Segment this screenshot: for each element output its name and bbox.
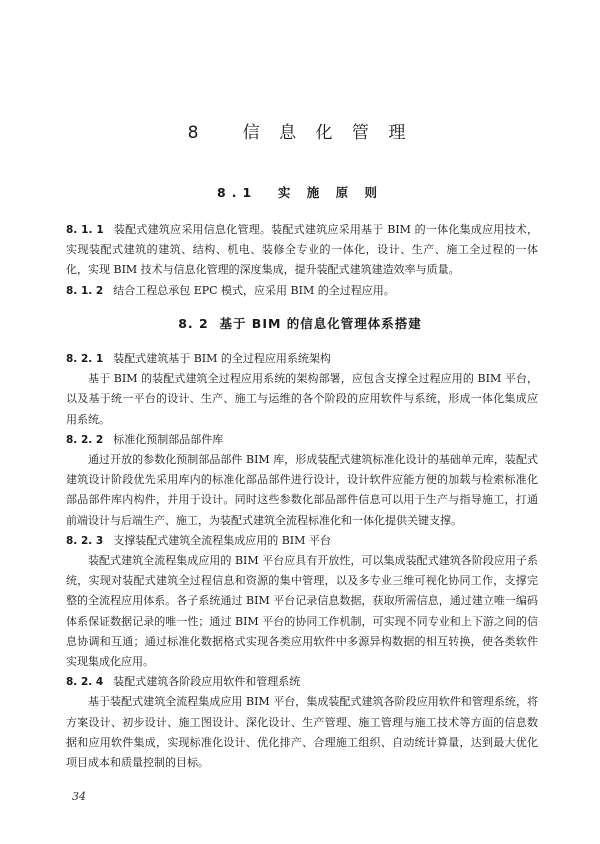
clause-number: 8. 1. 2: [66, 284, 104, 297]
clause-number: 8. 2. 2: [66, 433, 104, 446]
clause-heading: 装配式建筑各阶段应用软件和管理系统: [113, 675, 301, 689]
clause-8-1-2: [66, 281, 538, 301]
section-number: 8. 2: [178, 316, 209, 331]
clause-8-2-3-body: 装配式建筑全流程集成应用的 BIM 平台应具有开放性，可以集成装配式建筑各阶段应用子系统，实现对装配式建筑全过程信息和资源的集中管理，以及多专业三维可视化协同工作，支撑完整的全流程应用体系。各子系统通过 BIM 平台记录信息数据，获取所需信息，通过建立唯一编码体系保证数据记录的唯一性；通过 BIM 平台的协同工作机制，可实现不同专业和上下游之间的信息协调和互通；通过标准化数据格式实现各类应用软件中多源异构数据的相互转换，使各类软件实现集成化应用。: [66, 554, 538, 669]
section-title-8-1: [0, 183, 600, 201]
clause-8-2-4-body: 基于装配式建筑全流程集成应用 BIM 平台，集成装配式建筑各阶段应用软件和管理系统，将方案设计、初步设计、施工图设计、深化设计、生产管理、施工管理与施工技术等方面的信息数据和应用软件集成，实现标准化设计、优化排产、合理施工组织、自动统计算量，达到最大优化项目成本和质量控制的目标。: [66, 695, 538, 770]
clause-8-2-2-body: 通过开放的参数化预制部品部件 BIM 库，形成装配式建筑标准化设计的基础单元库，装配式建筑设计阶段优先采用库内的标准化部品部件进行设计，设计软件应能方便的加载与检索标准化部品部件库内构件，并用于设计。同时这些参数化部品部件信息可以用于生产与指导施工，打通前端设计与后端生产、施工，为装配式建筑全流程标准化和一体化提供关键支撑。: [66, 453, 538, 527]
clause-8-2-3-heading: [66, 531, 538, 551]
clause-8-2-2-heading: [66, 430, 538, 450]
section-number: 8.1: [217, 185, 258, 200]
clause-heading: 装配式建筑基于 BIM 的全过程应用系统架构: [113, 352, 331, 365]
section-8-1-body: [66, 220, 538, 301]
clause-text: 装配式建筑应采用信息化管理。装配式建筑应采用基于 BIM 的一体化集成应用技术，实现装配式建筑的建筑、结构、机电、装修全专业的一体化，设计、生产、施工全过程的一体化，实现 BIM 技术与信息化管理的深度集成，提升装配式建筑建造效率与质量。: [66, 223, 538, 277]
clause-heading: 标准化预制部品部件库: [113, 432, 224, 446]
section-8-2-body: [66, 349, 538, 773]
clause-number: 8. 2. 3: [66, 534, 104, 547]
section-title-text: 实 施 原 则: [277, 185, 383, 200]
clause-number: 8. 2. 1: [66, 353, 104, 365]
clause-8-2-1-heading: [66, 349, 538, 369]
clause-8-1-1: [66, 220, 538, 281]
clause-8-2-4-heading: [66, 672, 538, 692]
chapter-title-text: 信 息 化 管 理: [242, 123, 413, 143]
page-number: 34: [72, 790, 86, 803]
clause-heading: 支撑装配式建筑全流程集成应用的 BIM 平台: [113, 533, 331, 547]
clause-text: 结合工程总承包 EPC 模式，应采用 BIM 的全过程应用。: [113, 283, 395, 297]
chapter-number: 8: [187, 123, 206, 143]
clause-number: 8. 2. 4: [66, 676, 104, 689]
section-title-8-2: [0, 314, 600, 332]
clause-number: 8. 1. 1: [66, 224, 104, 236]
section-title-text: 基于 BIM 的信息化管理体系搭建: [219, 316, 422, 331]
clause-8-2-1-body: 基于 BIM 的装配式建筑全过程应用系统的架构部署，应包含支撑全过程应用的 BIM 平台，以及基于统一平台的设计、生产、施工与运维的各个阶段的应用软件与系统，形成一体化集成应用系统。: [66, 372, 538, 426]
chapter-title: [0, 118, 600, 143]
